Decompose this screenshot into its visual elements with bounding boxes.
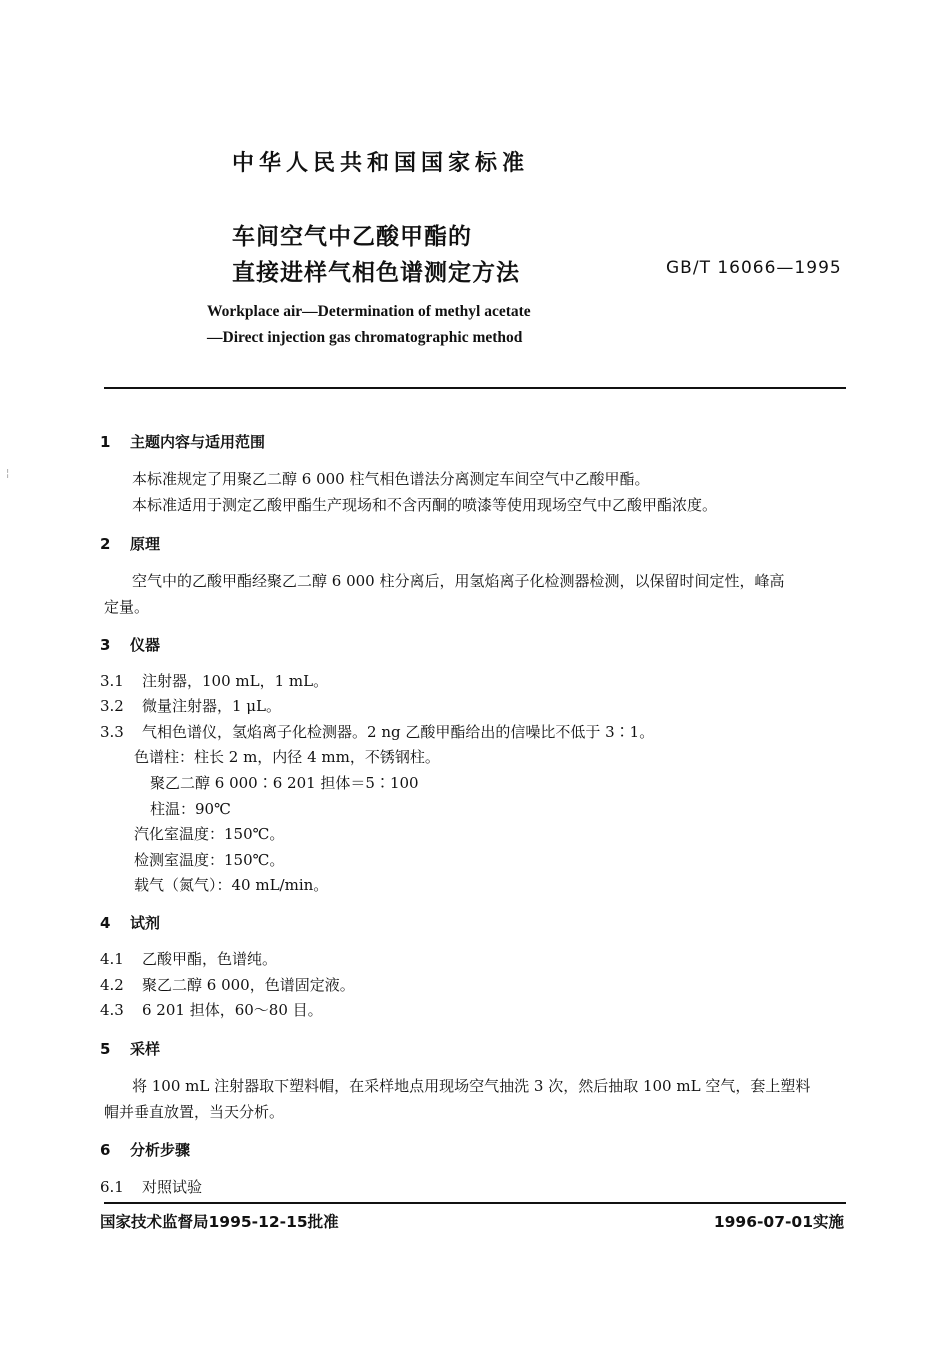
item-3-3 xyxy=(100,721,654,742)
section-1-para2: 本标准适用于测定乙酸甲酯生产现场和不含丙酮的喷漆等使用现场空气中乙酸甲酯浓度。 xyxy=(132,496,718,514)
section-1-heading xyxy=(100,431,265,452)
section-title: 原理 xyxy=(130,535,161,553)
section-number: 5 xyxy=(100,1040,111,1058)
approval-date: 国家技术监督局1995-12-15批准 xyxy=(100,1213,339,1231)
english-title-line1: Workplace air—Determination of methyl acetate xyxy=(207,303,531,320)
section-2-line2: 定量。 xyxy=(104,598,150,616)
carrier-gas: 载气（氮气）：40 mL/min。 xyxy=(134,876,329,894)
item-text: 对照试验 xyxy=(142,1178,203,1196)
section-3-heading xyxy=(100,634,160,655)
detector-temperature: 检测室温度：150℃。 xyxy=(134,851,285,869)
section-title: 采样 xyxy=(130,1040,161,1058)
document-title-line1: 车间空气中乙酸甲酯的 xyxy=(232,224,472,250)
packing-spec: 聚乙二醇 6 000∶6 201 担体＝5∶100 xyxy=(150,774,419,792)
national-standard-heading: 中华人民共和国国家标准 xyxy=(232,151,530,176)
section-5-line2: 帽并垂直放置，当天分析。 xyxy=(104,1103,285,1121)
section-5-line1: 将 100 mL 注射器取下塑料帽，在采样地点用现场空气抽洗 3 次，然后抽取 100 mL 空气，套上塑料 xyxy=(132,1077,811,1095)
section-2-line1: 空气中的乙酸甲酯经聚乙二醇 6 000 柱分离后，用氢焰离子化检测器检测，以保留时间定性，峰高 xyxy=(132,572,785,590)
column-spec: 色谱柱：柱长 2 m，内径 4 mm，不锈钢柱。 xyxy=(134,748,440,766)
section-2-heading xyxy=(100,533,160,554)
section-number: 6 xyxy=(100,1141,111,1159)
section-number: 1 xyxy=(100,433,111,451)
document-title-line2: 直接进样气相色谱测定方法 xyxy=(232,260,520,286)
item-number: 3.1 xyxy=(100,672,124,690)
section-title: 分析步骤 xyxy=(130,1141,191,1159)
margin-mark: ¦ xyxy=(6,468,10,479)
section-1-para1: 本标准规定了用聚乙二醇 6 000 柱气相色谱法分离测定车间空气中乙酸甲酯。 xyxy=(132,470,650,488)
item-3-1 xyxy=(100,670,328,691)
section-4-heading xyxy=(100,912,160,933)
item-text: 6 201 担体，60～80 目。 xyxy=(142,1001,323,1019)
item-number: 3.3 xyxy=(100,723,124,741)
item-text: 注射器，100 mL，1 mL。 xyxy=(142,672,329,690)
section-title: 主题内容与适用范围 xyxy=(130,433,266,451)
footer-divider xyxy=(104,1202,846,1204)
section-number: 4 xyxy=(100,914,111,932)
column-temperature: 柱温：90℃ xyxy=(150,800,231,818)
implementation-date: 1996-07-01实施 xyxy=(713,1213,844,1231)
item-number: 4.2 xyxy=(100,976,124,994)
item-number: 6.1 xyxy=(100,1178,124,1196)
standard-number: GB/T 16066—1995 xyxy=(666,258,842,278)
item-number: 3.2 xyxy=(100,697,124,715)
header-divider xyxy=(104,387,846,389)
section-6-heading xyxy=(100,1139,190,1160)
item-number: 4.3 xyxy=(100,1001,124,1019)
item-text: 气相色谱仪，氢焰离子化检测器。2 ng 乙酸甲酯给出的信噪比不低于 3∶1。 xyxy=(142,723,655,741)
section-title: 试剂 xyxy=(130,914,161,932)
english-title-line2: —Direct injection gas chromatographic method xyxy=(207,329,523,346)
item-3-2 xyxy=(100,695,281,716)
item-text: 微量注射器，1 μL。 xyxy=(142,697,282,715)
section-title: 仪器 xyxy=(130,636,161,654)
item-number: 4.1 xyxy=(100,950,124,968)
item-text: 乙酸甲酯，色谱纯。 xyxy=(142,950,278,968)
item-text: 聚乙二醇 6 000，色谱固定液。 xyxy=(142,976,355,994)
item-4-1 xyxy=(100,948,277,969)
item-4-3 xyxy=(100,999,323,1020)
item-6-1 xyxy=(100,1176,202,1197)
section-number: 2 xyxy=(100,535,111,553)
vaporizer-temperature: 汽化室温度：150℃。 xyxy=(134,825,285,843)
section-5-heading xyxy=(100,1038,160,1059)
item-4-2 xyxy=(100,974,355,995)
section-number: 3 xyxy=(100,636,111,654)
